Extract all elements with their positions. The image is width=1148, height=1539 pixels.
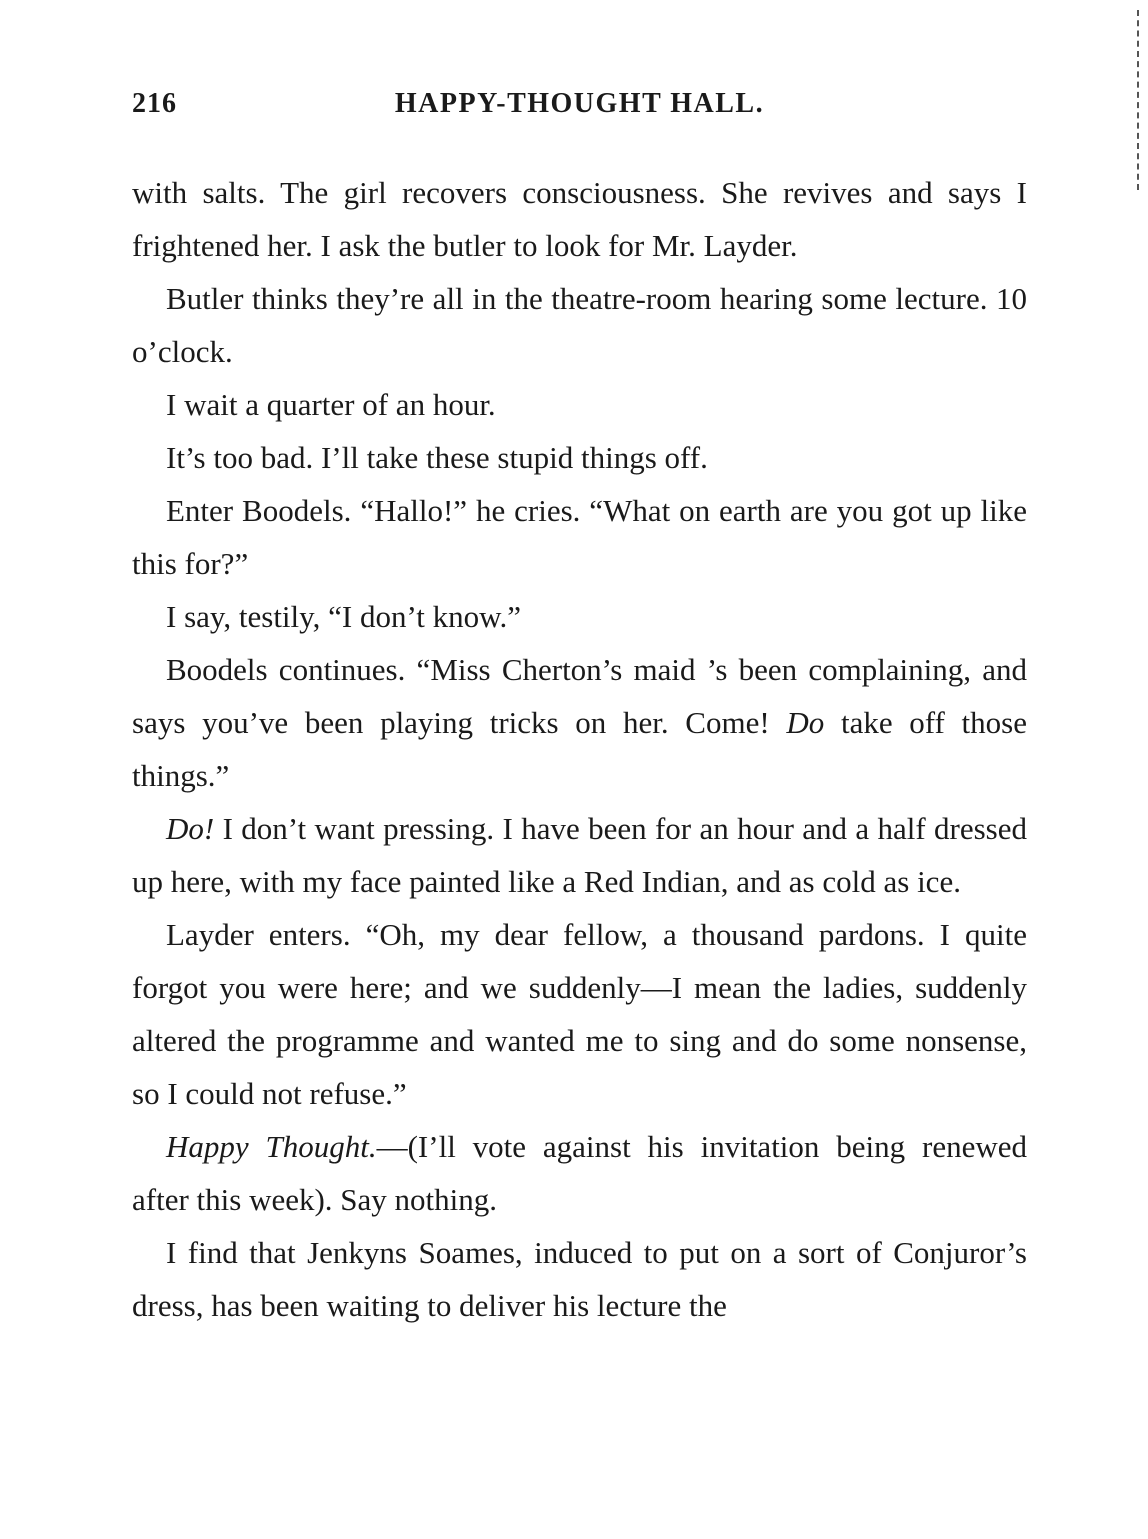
paragraph: Boodels continues. “Miss Cherton’s maid ’s been complaining, and says you’ve been playing tricks on her. Come! Do take off those things.” [132,652,1027,793]
page-edge-mark [1137,10,1142,190]
italic-emphasis: Do [786,705,825,740]
page-number: 216 [132,88,177,119]
paragraph: Enter Boodels. “Hallo!” he cries. “What on earth are you got up like this for?” [132,493,1027,581]
paragraph: Happy Thought.—(I’ll vote against his invitation being renewed after this week). Say nothing. [132,1129,1027,1217]
paragraph: Layder enters. “Oh, my dear fellow, a thousand pardons. I quite forgot you were here; and we suddenly—I mean the ladies, suddenly altered the programme and wanted me to sing and do some nonsense, so I could not refuse.” [132,917,1027,1111]
body-text [132,166,1027,1332]
paragraph: It’s too bad. I’ll take these stupid things off. [166,440,708,475]
paragraph: Butler thinks they’re all in the theatre-room hearing some lecture. 10 o’clock. [132,281,1027,369]
italic-emphasis: Do! [166,811,215,846]
italic-emphasis: Happy Thought. [166,1129,377,1164]
paragraph: with salts. The girl recovers consciousness. She revives and says I frightened her. I ask the butler to look for Mr. Layder. [132,175,1027,263]
running-title: HAPPY-THOUGHT HALL. [394,88,765,119]
paragraph: Do! I don’t want pressing. I have been for an hour and a half dressed up here, with my face painted like a Red Indian, and as cold as ice. [132,811,1027,899]
paragraph: I find that Jenkyns Soames, induced to put on a sort of Conjuror’s dress, has been waiting to deliver his lecture the [132,1235,1027,1323]
paragraph: I wait a quarter of an hour. [166,387,496,422]
running-head [132,88,1027,128]
paragraph: I say, testily, “I don’t know.” [166,599,521,634]
